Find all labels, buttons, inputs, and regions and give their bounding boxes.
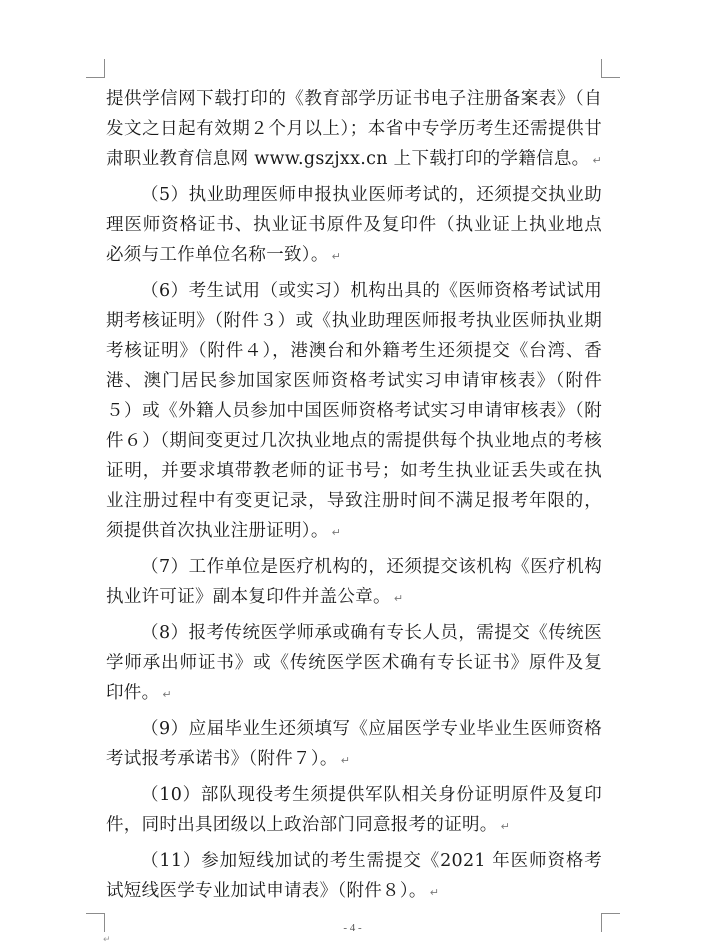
- paragraph-mark: ↵: [429, 886, 440, 899]
- paragraph-2: [106, 180, 602, 272]
- paragraph-mark: ↵: [500, 820, 511, 833]
- paragraph-4-text: （7）工作单位是医疗机构的，还须提交该机构《医疗机构执业许可证》副本复印件并盖公章。: [106, 557, 602, 607]
- footer-paragraph-mark: ↵: [103, 935, 111, 945]
- paragraph-mark: ↵: [162, 688, 172, 701]
- paragraph-8-text: （11）参加短线加试的考生需提交《2021 年医师资格考试短线医学专业加试申请表》（附件８）。: [106, 851, 602, 901]
- paragraph-3: [106, 276, 602, 548]
- paragraph-7-text: （10）部队现役考生须提供军队相关身份证明原件及复印件，同时出具团级以上政治部门同意报考的证明。: [106, 785, 602, 835]
- paragraph-mark: ↵: [340, 754, 351, 767]
- document-body[interactable]: [106, 84, 602, 912]
- page-number-text: - 4 -: [343, 922, 362, 934]
- paragraph-7: [106, 780, 602, 842]
- paragraph-8: [106, 846, 602, 908]
- paragraph-6: [106, 714, 602, 776]
- paragraph-1: [106, 84, 602, 176]
- paragraph-3-text: （6）考生试用（或实习）机构出具的《医师资格考试试用期考核证明》（附件３）或《执业助理医师报考执业医师执业期考核证明》（附件４），港澳台和外籍考生还须提交《台湾、香港、澳门居民参加国家医师资格考试实习申请审核表》（附件５）或《外籍人员参加中国医师资格考试实习申请审核表》（附件６）（期间变更过几次执业地点的需提供每个执业地点的考核证明，并要求填带教老师的证书号；如考生执业证丢失或在执业注册过程中有变更记录，导致注册时间不满足报考年限的，须提供首次执业注册证明）。: [106, 281, 602, 541]
- paragraph-5-text: （8）报考传统医学师承或确有专长人员，需提交《传统医学师承出师证书》或《传统医学医术确有专长证书》原件及复印件。: [106, 623, 602, 703]
- crop-mark-top-right: [601, 59, 620, 78]
- paragraph-mark: ↵: [331, 526, 342, 539]
- paragraph-4: [106, 552, 602, 614]
- paragraph-1-text: 提供学信网下载打印的《教育部学历证书电子注册备案表》（自发文之日起有效期２个月以上）；本省中专学历考生还需提供甘肃职业教育信息网 www.gszjxx.cn 上下载打印的学籍信息。: [106, 89, 602, 169]
- paragraph-2-text: （5）执业助理医师申报执业医师考试的，还须提交执业助理医师资格证书、执业证书原件及复印件（执业证上执业地点必须与工作单位名称一致）。: [106, 185, 602, 265]
- paragraph-mark: ↵: [592, 154, 602, 167]
- paragraph-6-text: （9）应届毕业生还须填写《应届医学专业毕业生医师资格考试报考承诺书》（附件７）。: [106, 719, 602, 769]
- page-number: [0, 922, 705, 934]
- paragraph-mark: ↵: [331, 250, 342, 263]
- crop-mark-top-left: [86, 59, 105, 78]
- paragraph-mark: ↵: [393, 592, 404, 605]
- paragraph-5: [106, 618, 602, 710]
